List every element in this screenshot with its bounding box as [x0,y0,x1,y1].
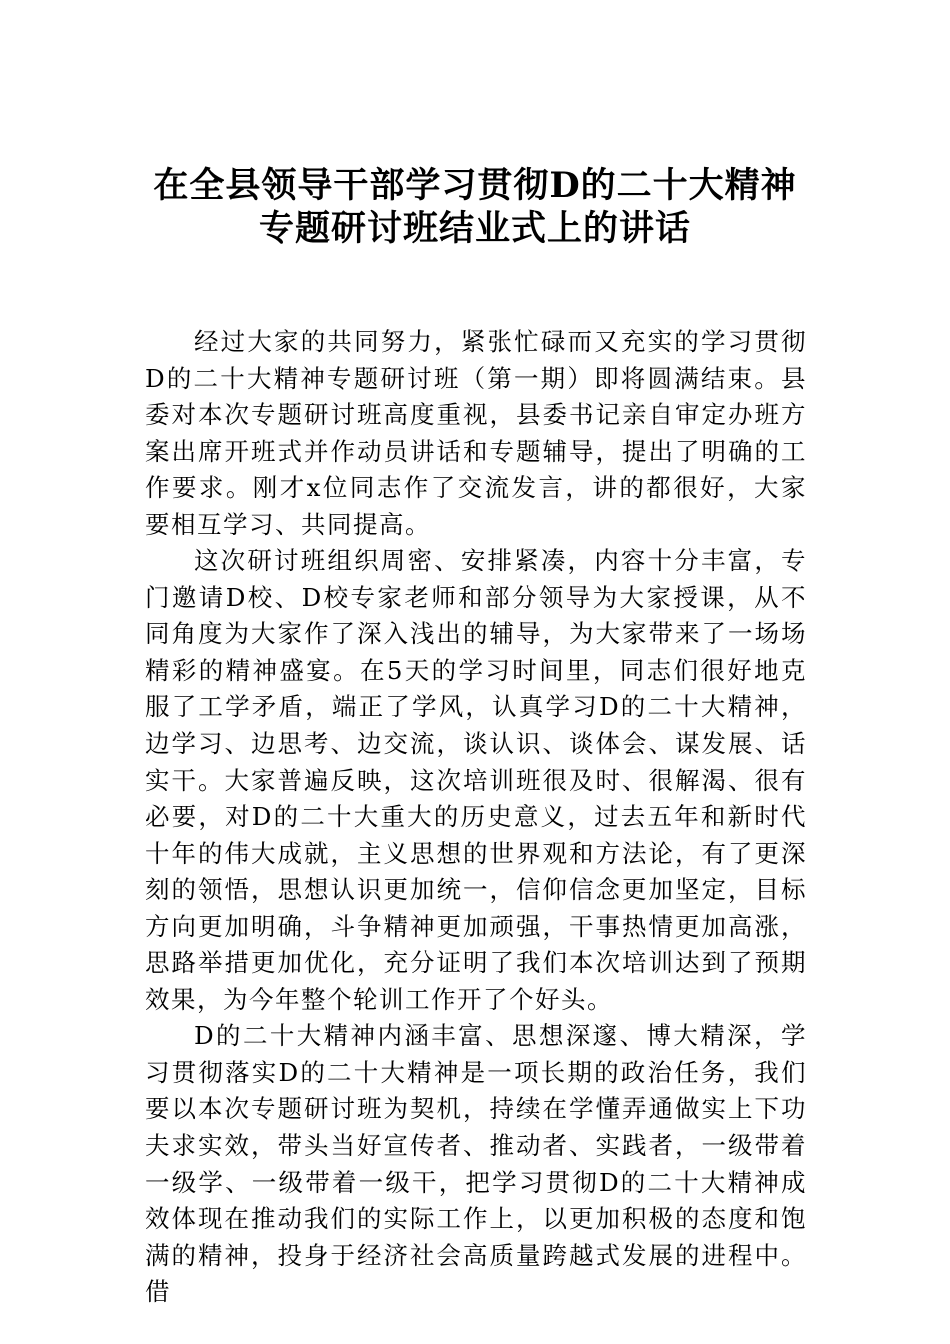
document-title-line-1: 在全县领导干部学习贯彻D的二十大精神 [153,165,797,206]
document-title-line-2: 专题研讨班结业式上的讲话 [258,208,691,249]
paragraph-2: 这次研讨班组织周密、安排紧凑，内容十分丰富，专门邀请D校、D校专家老师和部分领导为大家授课，从不同角度为大家作了深入浅出的辅导，为大家带来了一场场精彩的精神盛宴。在5天的学习时间里，同志们很好地克服了工学矛盾，端正了学风，认真学习D的二十大精神，边学习、边思考、边交流，谈认识、谈体会、谋发展、话实干。大家普遍反映，这次培训班很及时、很解渴、很有必要，对D的二十大重大的历史意义，过去五年和新时代十年的伟大成就，主义思想的世界观和方法论，有了更深刻的领悟，思想认识更加统一，信仰信念更加坚定，目标方向更加明确，斗争精神更加顽强，干事热情更加高涨，思路举措更加优化，充分证明了我们本次培训达到了预期效果，为今年整个轮训工作开了个好头。 [145,546,807,1014]
paragraph-3: D的二十大精神内涵丰富、思想深邃、博大精深，学习贯彻落实D的二十大精神是一项长期的政治任务，我们要以本次专题研讨班为契机，持续在学懂弄通做实上下功夫求实效，带头当好宣传者、推动者、实践者，一级带着一级学、一级带着一级干，把学习贯彻D的二十大精神成效体现在推动我们的实际工作上，以更加积极的态度和饱满的精神，投身于经济社会高质量跨越式发展的进程中。借 [145,1021,807,1307]
document-body [145,324,807,1311]
paragraph-1: 经过大家的共同努力，紧张忙碌而又充实的学习贯彻D的二十大精神专题研讨班（第一期）即将圆满结束。县委对本次专题研讨班高度重视，县委书记亲自审定办班方案出席开班式并作动员讲话和专题辅导，提出了明确的工作要求。刚才x位同志作了交流发言，讲的都很好，大家要相互学习、共同提高。 [145,327,807,539]
